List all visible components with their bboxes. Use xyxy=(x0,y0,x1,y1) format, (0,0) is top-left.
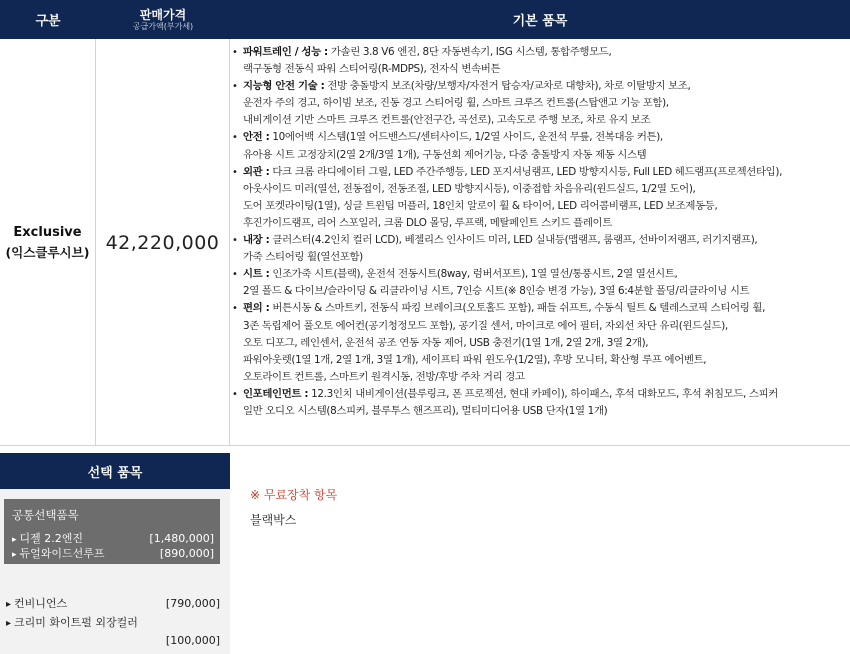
option-name: ▸ 디젤 2.2엔진 xyxy=(12,532,83,547)
options-panel xyxy=(0,489,230,654)
feature-text: 2열 폴드 & 다이브/슬라이딩 & 리클라이닝 시트, 7인승 시트(※ 8인승 변경 가능), 3열 6:4분할 폴딩/리클라이닝 시트 xyxy=(243,285,750,298)
feature-smart-safety xyxy=(230,78,848,129)
trim-name: Exclusive xyxy=(13,224,82,240)
feature-text: 운전자 주의 경고, 하이빔 보조, 진동 경고 스티어링 휠, 스마트 크루즈 컨트롤(스탑앤고 기능 포함), xyxy=(243,97,669,110)
option-price: [790,000] xyxy=(165,597,220,610)
feature-text: 랙구동형 전동식 파워 스티어링(R-MDPS), 전자식 변속버튼 xyxy=(243,63,501,76)
feature-powertrain xyxy=(230,44,848,78)
standard-features-list xyxy=(230,44,848,420)
options-header xyxy=(0,453,230,489)
feature-text: 10에어백 시스템(1열 어드밴스드/센터사이드, 1/2열 사이드, 운전석 무릎, 전복대응 커튼), xyxy=(272,131,663,144)
feature-label: 외관 : xyxy=(243,165,270,178)
option-item xyxy=(6,614,224,633)
feature-text: 파워아웃렛(1열 1개, 2열 1개, 3열 1개), 세이프티 파워 윈도우(1/2열), 후방 모니터, 확산형 루프 에어벤트, xyxy=(243,353,707,366)
feature-text: 다크 크롬 라디에이터 그릴, LED 주간주행등, LED 포지셔닝램프, LED 방향지시등, Full LED 헤드램프(프로젝션타입), xyxy=(272,165,783,178)
common-options-box xyxy=(4,499,220,564)
feature-text: 후진가이드램프, 리어 스포일러, 크롬 DLO 몰딩, 루프랙, 메탈페인트 스키드 플레이트 xyxy=(243,216,612,229)
option-name: ▸ 듀얼와이드선루프 xyxy=(12,547,105,562)
trim-name-korean: (익스클루시브) xyxy=(5,244,90,260)
price-column-header-sub: 공급가액(부가세) xyxy=(132,21,194,31)
feature-text: 12.3인치 내비게이션(블루링크, 폰 프로젝션, 현대 카페이), 하이패스, 후석 대화모드, 후석 취침모드, 스피커 xyxy=(311,387,778,400)
feature-text: 3존 독립제어 풀오토 에어컨(공기청정모드 포함), 공기질 센서, 마이크로 에어 필터, 자외선 차단 유리(윈드실드), xyxy=(243,319,728,332)
free-item-dashcam: 블랙박스 xyxy=(250,513,297,527)
option-name: ▸ 크리미 화이트펄 외장컬러 xyxy=(6,614,138,633)
feature-label: 편의 : xyxy=(243,302,270,315)
price-column-header xyxy=(96,0,230,39)
feature-interior xyxy=(230,232,848,266)
feature-text: 가죽 스티어링 휠(열선포함) xyxy=(243,251,363,264)
common-options-title: 공통선택품목 xyxy=(12,508,79,522)
feature-text: 도어 포켓라이팅(1열), 싱글 트윈팁 머플러, 18인치 알로이 휠 & 타이어, LED 리어콤비램프, LED 보조제동등, xyxy=(243,199,718,212)
feature-label: 시트 : xyxy=(243,268,270,281)
feature-text: 유아용 시트 고정장치(2열 2개/3열 1개), 구동선회 제어기능, 다중 충돌방지 자동 제동 시스템 xyxy=(243,148,647,161)
options-header-label: 선택 품목 xyxy=(87,465,143,481)
feature-text: 오토라이트 컨트롤, 스마트키 원격시동, 전방/후방 주차 거리 경고 xyxy=(243,370,525,383)
feature-safety xyxy=(230,129,848,163)
trim-column-header xyxy=(0,0,96,39)
feature-label: 파워트레인 / 성능 : xyxy=(243,46,328,58)
option-price: [100,000] xyxy=(165,634,220,647)
feature-label: 인포테인먼트 : xyxy=(243,387,309,400)
feature-text: 인조가죽 시트(블랙), 운전석 전동시트(8way, 럼버서포트), 1열 열선/통풍시트, 2열 열선시트, xyxy=(272,268,678,281)
feature-text: 일반 오디오 시스템(8스피커, 블루투스 핸즈프리), 멀티미디어용 USB 단자(1열 1개) xyxy=(243,404,608,417)
trim-cell xyxy=(0,39,96,446)
feature-text: 가솔린 3.8 V6 엔진, 8단 자동변속기, ISG 시스템, 통합주행모드, xyxy=(330,46,612,58)
price-column-header-label: 판매가격 xyxy=(139,7,187,22)
feature-infotainment xyxy=(230,386,848,420)
feature-text: 오토 디포그, 레인센서, 운전석 공조 연동 자동 제어, USB 충전기(1열 1개, 2열 2개, 3열 2개), xyxy=(243,336,649,349)
feature-exterior xyxy=(230,164,848,232)
option-price: [1,480,000] xyxy=(149,532,214,545)
feature-seats xyxy=(230,266,848,300)
option-item xyxy=(6,595,224,614)
feature-text: 내비게이션 기반 스마트 크루즈 컨트롤(안전구간, 곡선로), 고속도로 주행 보조, 차로 유지 보조 xyxy=(243,114,651,127)
trim-options-list xyxy=(6,595,224,649)
feature-label: 내장 : xyxy=(243,234,270,247)
features-column-header xyxy=(230,0,850,39)
free-items-title: ※ 무료장착 항목 xyxy=(250,488,338,502)
option-name: ▸ 컨비니언스 xyxy=(6,595,67,614)
trim-price: 42,220,000 xyxy=(96,39,230,446)
feature-label: 안전 : xyxy=(243,131,270,144)
feature-text: 버튼시동 & 스마트키, 전동식 파킹 브레이크(오토홀드 포함), 패들 쉬프트, 수동식 틸트 & 텔레스코픽 스티어링 휠, xyxy=(272,302,766,315)
common-option-item xyxy=(12,532,220,547)
feature-label: 지능형 안전 기술 : xyxy=(243,80,325,93)
feature-convenience xyxy=(230,300,848,385)
common-option-item xyxy=(12,547,220,562)
trim-column-header-label: 구분 xyxy=(35,14,61,29)
feature-text: 전방 충돌방지 보조(차량/보행자/자전거 탑승자/교차로 대향차), 차로 이탈방지 보조, xyxy=(327,80,691,93)
feature-text: 클러스터(4.2인치 컬러 LCD), 베젤리스 인사이드 미러, LED 실내등(맵램프, 룸램프, 선바이저램프, 러기지램프), xyxy=(272,234,758,247)
feature-text: 아웃사이드 미러(열선, 전동접이, 전동조절, LED 방향지시등), 이중접합 차음유리(윈드실드, 1/2열 도어), xyxy=(243,182,696,195)
features-column-header-label: 기본 품목 xyxy=(512,14,568,29)
option-price: [890,000] xyxy=(159,547,214,560)
